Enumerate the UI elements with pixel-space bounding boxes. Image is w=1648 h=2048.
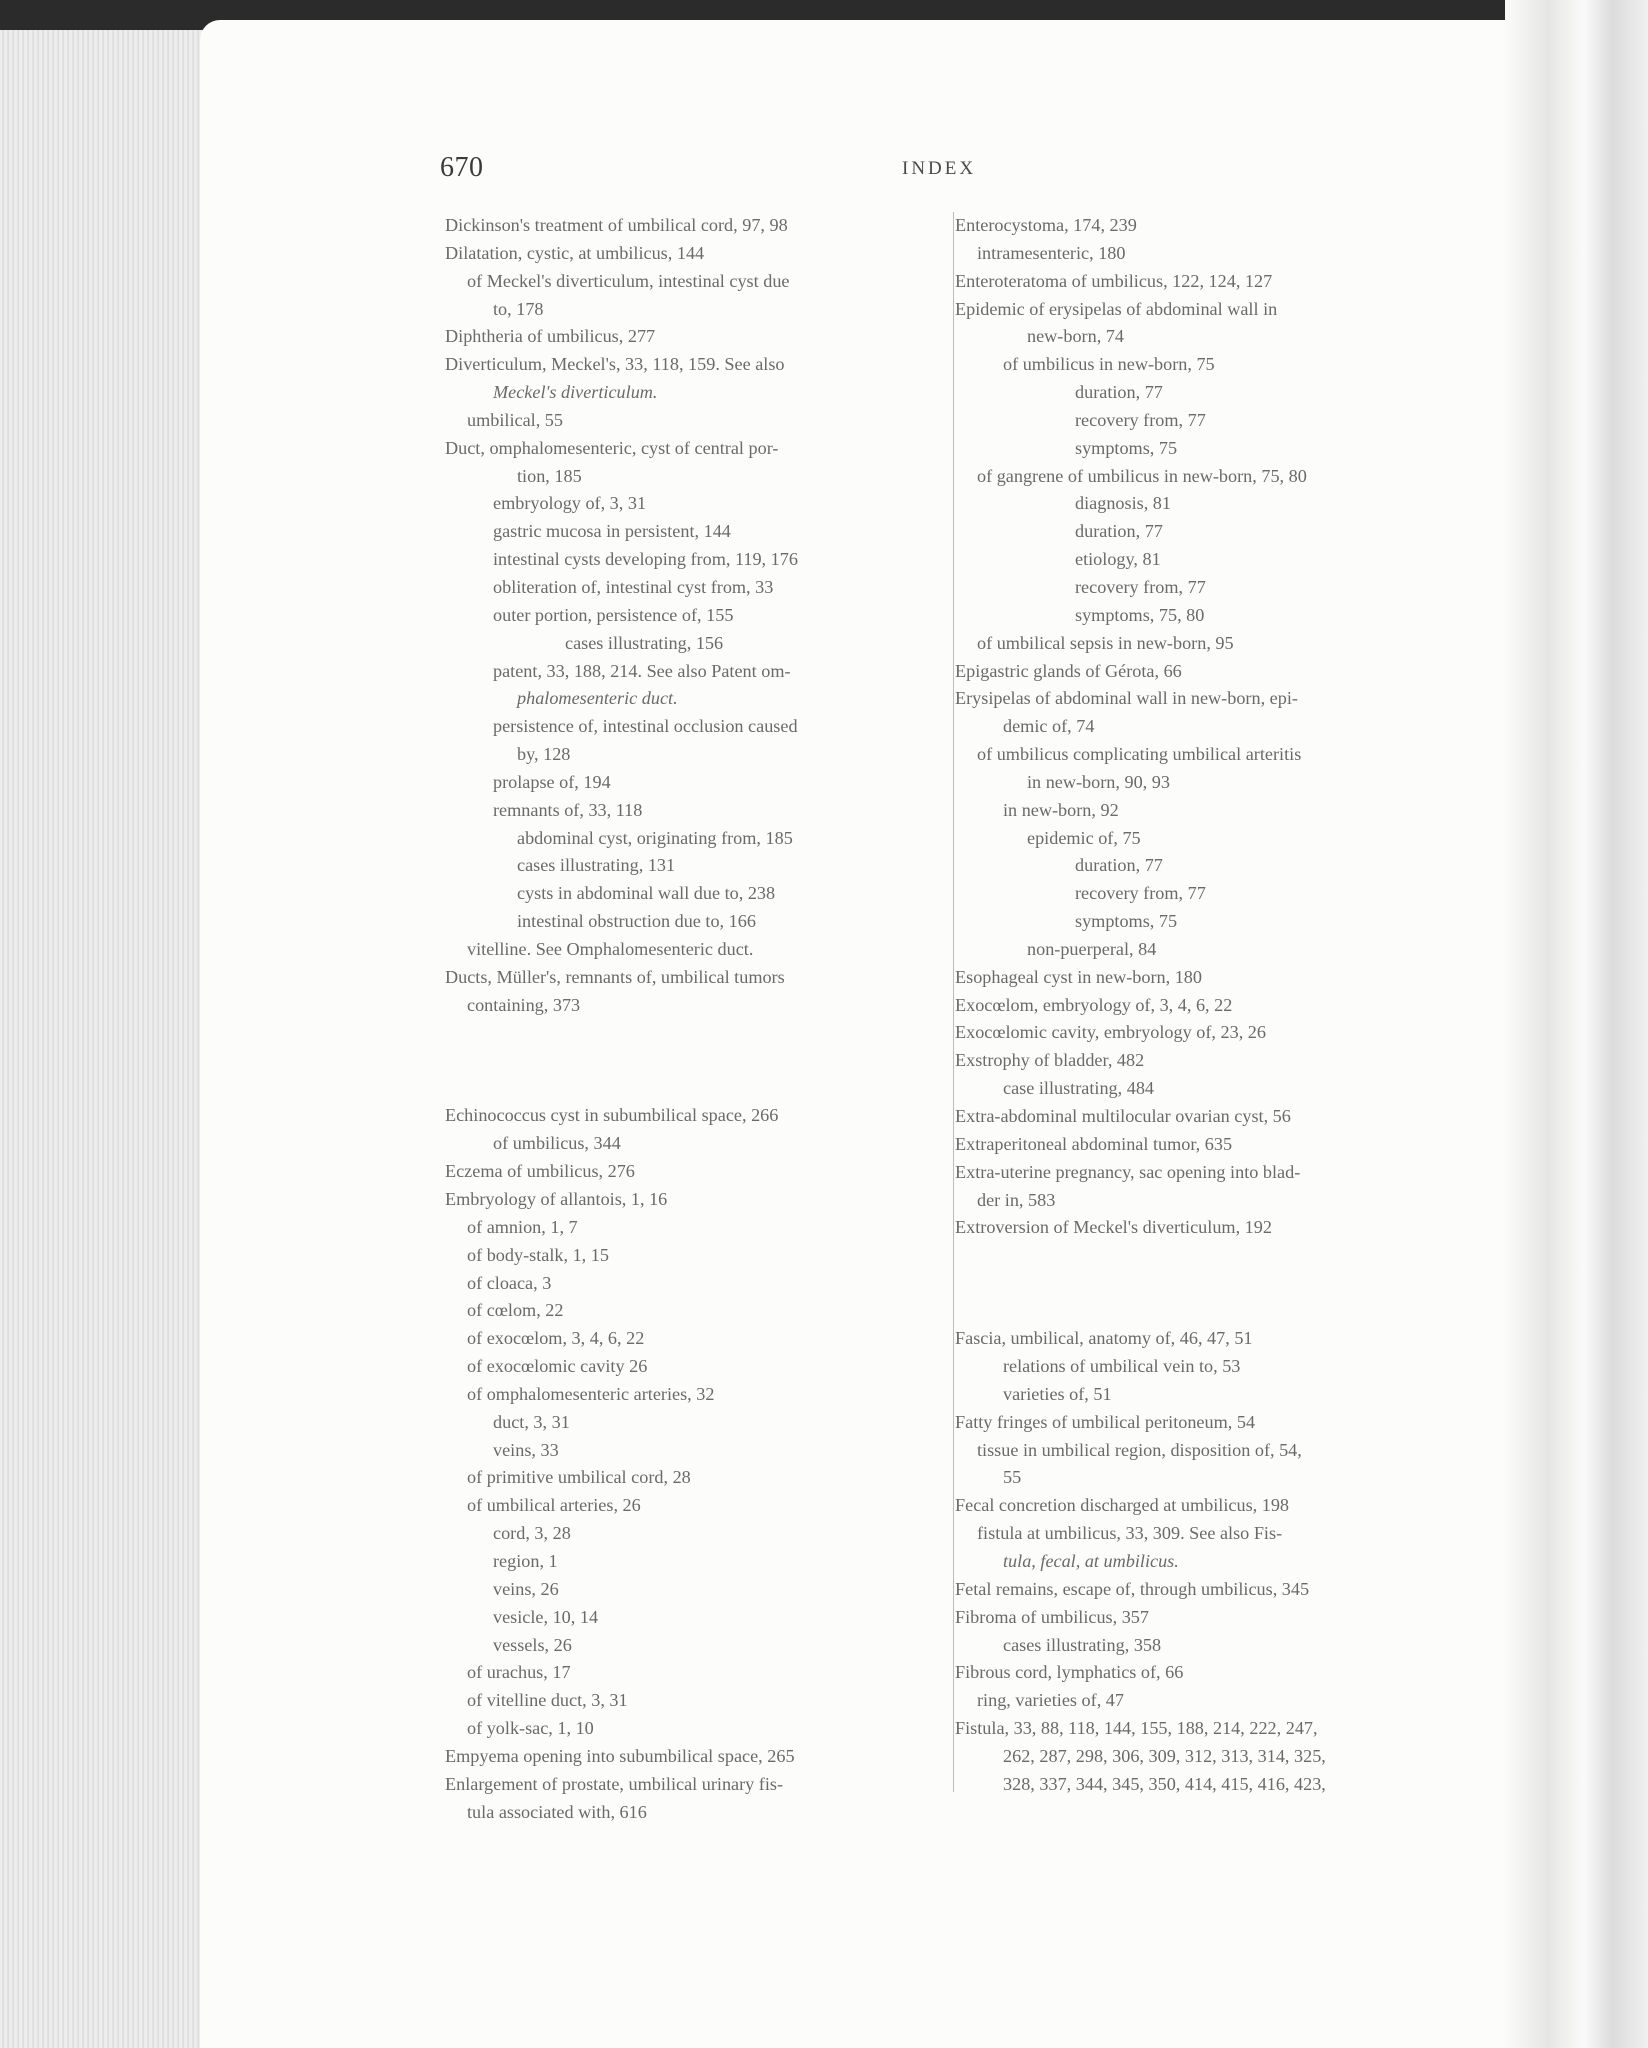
index-entry: vitelline. See Omphalomesenteric duct. bbox=[467, 938, 754, 959]
index-entry: case illustrating, 484 bbox=[1003, 1078, 1155, 1099]
index-entry: Ducts, Müller's, remnants of, umbilical tumors bbox=[445, 966, 785, 987]
running-title: INDEX bbox=[902, 158, 977, 179]
index-entry: fistula at umbilicus, 33, 309. See also Fis- bbox=[977, 1523, 1283, 1544]
index-entry: of exocœlom, 3, 4, 6, 22 bbox=[467, 1328, 645, 1349]
index-entry: abdominal cyst, originating from, 185 bbox=[517, 827, 793, 848]
index-entry: cysts in abdominal wall due to, 238 bbox=[517, 883, 776, 904]
index-entry: Fibroma of umbilicus, 357 bbox=[955, 1606, 1149, 1627]
book-page-edges bbox=[0, 30, 215, 2048]
index-entry: prolapse of, 194 bbox=[493, 771, 611, 792]
index-entry: 262, 287, 298, 306, 309, 312, 313, 314, 325, bbox=[1003, 1745, 1326, 1766]
index-entry: duration, 77 bbox=[1075, 382, 1163, 403]
index-entry: intestinal obstruction due to, 166 bbox=[517, 911, 756, 932]
index-entry: veins, 26 bbox=[493, 1578, 559, 1599]
index-entry: diagnosis, 81 bbox=[1075, 493, 1171, 514]
index-entry: recovery from, 77 bbox=[1075, 576, 1206, 597]
index-entry: cases illustrating, 358 bbox=[1003, 1634, 1162, 1655]
index-entry: Duct, omphalomesenteric, cyst of central por- bbox=[445, 437, 779, 458]
index-entry: of umbilical sepsis in new-born, 95 bbox=[977, 632, 1234, 653]
index-entry: Echinococcus cyst in subumbilical space, 266 bbox=[445, 1105, 779, 1126]
index-entry: umbilical, 55 bbox=[467, 409, 563, 430]
index-entry: Fatty fringes of umbilical peritoneum, 54 bbox=[955, 1411, 1256, 1432]
index-entry: cases illustrating, 131 bbox=[517, 855, 676, 876]
index-entry: symptoms, 75, 80 bbox=[1075, 604, 1205, 625]
index-column-left bbox=[445, 212, 935, 1826]
index-entry: of umbilicus complicating umbilical arteritis bbox=[977, 744, 1302, 765]
index-entry: demic of, 74 bbox=[1003, 716, 1095, 737]
index-entry: Enteroteratoma of umbilicus, 122, 124, 127 bbox=[955, 270, 1273, 291]
index-entry: Epigastric glands of Gérota, 66 bbox=[955, 660, 1182, 681]
index-entry: tissue in umbilical region, disposition of, 54, bbox=[977, 1439, 1302, 1460]
index-entry: embryology of, 3, 31 bbox=[493, 493, 647, 514]
index-entry: in new-born, 90, 93 bbox=[1027, 771, 1170, 792]
index-entry: Embryology of allantois, 1, 16 bbox=[445, 1189, 668, 1209]
index-entry: recovery from, 77 bbox=[1075, 883, 1206, 904]
index-entry: Esophageal cyst in new-born, 180 bbox=[955, 966, 1202, 987]
page-header bbox=[440, 152, 990, 192]
index-entry: outer portion, persistence of, 155 bbox=[493, 604, 734, 625]
index-entry: patent, 33, 188, 214. See also Patent om- bbox=[493, 660, 791, 681]
index-entry: of exocœlomic cavity 26 bbox=[467, 1356, 648, 1377]
index-entry: Fistula, 33, 88, 118, 144, 155, 188, 214, 222, 247, bbox=[955, 1718, 1318, 1739]
index-entry: of vitelline duct, 3, 31 bbox=[467, 1690, 628, 1711]
index-entry: Diverticulum, Meckel's, 33, 118, 159. See also bbox=[445, 354, 785, 375]
index-entry: relations of umbilical vein to, 53 bbox=[1003, 1356, 1241, 1377]
index-entry: of Meckel's diverticulum, intestinal cyst due bbox=[467, 270, 790, 291]
index-entry: by, 128 bbox=[517, 744, 571, 765]
index-entry: vessels, 26 bbox=[493, 1634, 572, 1655]
index-entry: Extraperitoneal abdominal tumor, 635 bbox=[955, 1133, 1233, 1154]
index-entry: of primitive umbilical cord, 28 bbox=[467, 1467, 691, 1488]
index-entry: Extroversion of Meckel's diverticulum, 192 bbox=[955, 1217, 1272, 1238]
index-entry: to, 178 bbox=[493, 298, 544, 319]
index-entry: of gangrene of umbilicus in new-born, 75, 80 bbox=[977, 465, 1307, 486]
index-entry: Enlargement of prostate, umbilical urinary fis- bbox=[445, 1773, 784, 1794]
index-entry: of amnion, 1, 7 bbox=[467, 1216, 578, 1237]
index-entry: Fetal remains, escape of, through umbilicus, 345 bbox=[955, 1578, 1310, 1599]
letter-section-gap bbox=[445, 1019, 935, 1102]
page-number: 670 bbox=[440, 152, 484, 183]
index-entry: phalomesenteric duct. bbox=[517, 688, 678, 709]
index-entry: recovery from, 77 bbox=[1075, 409, 1206, 430]
index-entry: Exstrophy of bladder, 482 bbox=[955, 1050, 1145, 1071]
index-entry: Fecal concretion discharged at umbilicus, 198 bbox=[955, 1495, 1290, 1516]
index-entry: gastric mucosa in persistent, 144 bbox=[493, 521, 731, 542]
index-entry: in new-born, 92 bbox=[1003, 799, 1119, 820]
index-entry: varieties of, 51 bbox=[1003, 1383, 1112, 1404]
index-entry: duct, 3, 31 bbox=[493, 1411, 570, 1432]
index-entry: Enterocystoma, 174, 239 bbox=[955, 215, 1137, 235]
index-entry: veins, 33 bbox=[493, 1439, 559, 1460]
index-entry: symptoms, 75 bbox=[1075, 437, 1178, 458]
index-entry: 55 bbox=[1003, 1467, 1022, 1488]
index-entry: remnants of, 33, 118 bbox=[493, 799, 643, 820]
index-entry: Diphtheria of umbilicus, 277 bbox=[445, 326, 656, 347]
index-entry: vesicle, 10, 14 bbox=[493, 1606, 599, 1627]
index-entry: of umbilicus, 344 bbox=[493, 1133, 621, 1154]
index-entry: persistence of, intestinal occlusion caused bbox=[493, 716, 798, 737]
index-entry: of yolk-sac, 1, 10 bbox=[467, 1718, 594, 1739]
index-entry: epidemic of, 75 bbox=[1027, 827, 1141, 848]
page-gutter bbox=[1505, 0, 1648, 2048]
index-entry: of cloaca, 3 bbox=[467, 1272, 552, 1293]
index-entry: of omphalomesenteric arteries, 32 bbox=[467, 1383, 715, 1404]
index-entry: intestinal cysts developing from, 119, 176 bbox=[493, 549, 798, 570]
column-divider bbox=[953, 212, 954, 1792]
index-entry: Fibrous cord, lymphatics of, 66 bbox=[955, 1662, 1184, 1683]
index-entry: Meckel's diverticulum. bbox=[493, 382, 658, 403]
index-entry: cases illustrating, 156 bbox=[565, 632, 724, 653]
index-entry: non-puerperal, 84 bbox=[1027, 938, 1157, 959]
index-entry: ring, varieties of, 47 bbox=[977, 1690, 1124, 1711]
index-entry: duration, 77 bbox=[1075, 855, 1163, 876]
index-entry: Dickinson's treatment of umbilical cord, 97, 98 bbox=[445, 215, 788, 235]
index-entry: Empyema opening into subumbilical space, 265 bbox=[445, 1745, 795, 1766]
index-entry: obliteration of, intestinal cyst from, 33 bbox=[493, 576, 774, 597]
index-entry: tion, 185 bbox=[517, 465, 582, 486]
index-entry: of umbilicus in new-born, 75 bbox=[1003, 354, 1215, 375]
index-entry: Extra-uterine pregnancy, sac opening into blad- bbox=[955, 1161, 1301, 1182]
index-column-right bbox=[955, 212, 1445, 1799]
index-entry: Epidemic of erysipelas of abdominal wall in bbox=[955, 298, 1278, 319]
index-entry: of urachus, 17 bbox=[467, 1662, 571, 1683]
index-entry: tula associated with, 616 bbox=[467, 1801, 647, 1822]
index-entry: cord, 3, 28 bbox=[493, 1523, 571, 1544]
index-entry: symptoms, 75 bbox=[1075, 911, 1178, 932]
index-entry: der in, 583 bbox=[977, 1189, 1056, 1210]
index-entry: Dilatation, cystic, at umbilicus, 144 bbox=[445, 242, 705, 263]
index-entry: Fascia, umbilical, anatomy of, 46, 47, 51 bbox=[955, 1328, 1253, 1349]
index-entry: Eczema of umbilicus, 276 bbox=[445, 1161, 635, 1182]
index-entry: Exocœlom, embryology of, 3, 4, 6, 22 bbox=[955, 994, 1233, 1015]
index-entry: containing, 373 bbox=[467, 994, 581, 1015]
index-entry: etiology, 81 bbox=[1075, 549, 1161, 570]
index-entry: of umbilical arteries, 26 bbox=[467, 1495, 641, 1516]
index-entry: 328, 337, 344, 345, 350, 414, 415, 416, 423, bbox=[1003, 1773, 1326, 1794]
index-entry: Erysipelas of abdominal wall in new-born, epi- bbox=[955, 688, 1298, 709]
letter-section-gap bbox=[955, 1242, 1445, 1325]
index-entry: intramesenteric, 180 bbox=[977, 242, 1126, 263]
index-entry: region, 1 bbox=[493, 1550, 558, 1571]
index-entry: of cœlom, 22 bbox=[467, 1300, 564, 1321]
index-entry: new-born, 74 bbox=[1027, 326, 1124, 347]
index-entry: Extra-abdominal multilocular ovarian cyst, 56 bbox=[955, 1106, 1291, 1126]
index-entry: Exocœlomic cavity, embryology of, 23, 26 bbox=[955, 1022, 1266, 1043]
index-entry: duration, 77 bbox=[1075, 521, 1163, 542]
index-entry: of body-stalk, 1, 15 bbox=[467, 1244, 609, 1265]
index-entry: tula, fecal, at umbilicus. bbox=[1003, 1550, 1179, 1571]
